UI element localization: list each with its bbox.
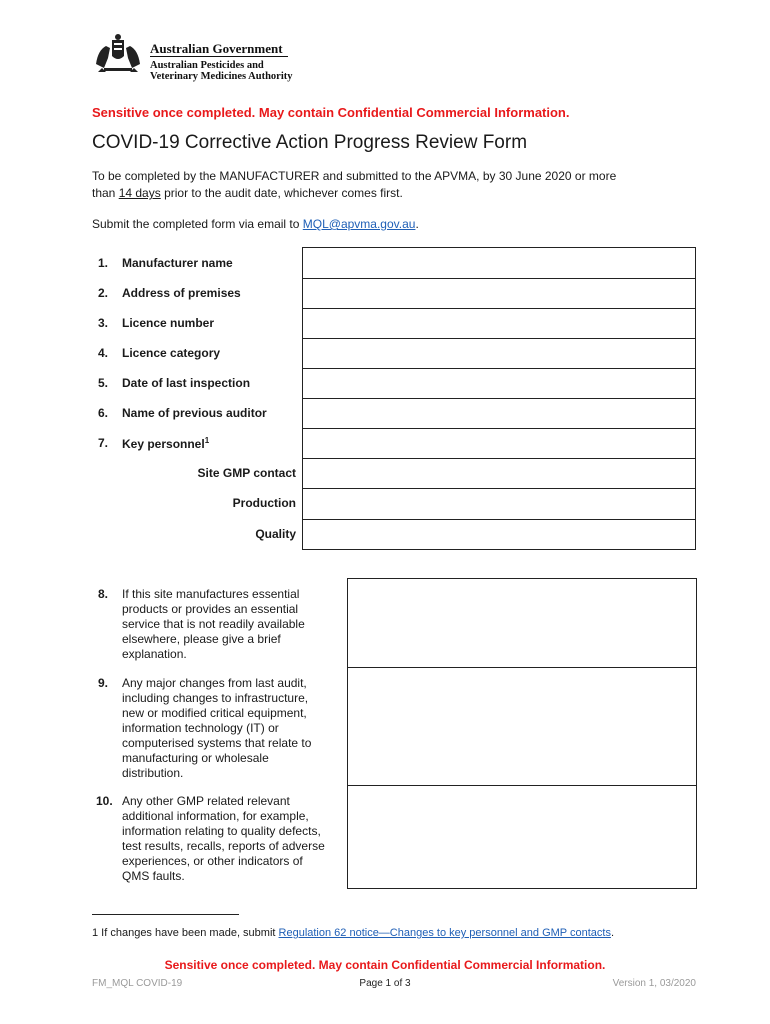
- page-number: Page 1 of 3: [359, 978, 411, 989]
- essential-products-answer-field[interactable]: [348, 579, 696, 666]
- regulation-62-link[interactable]: Regulation 62 notice—Changes to key personnel and GMP contacts: [278, 927, 611, 939]
- field-number: 1.: [98, 256, 109, 270]
- intro-line2: than 14 days prior to the audit date, whichever comes first.: [92, 186, 403, 200]
- manufacturer-name-field[interactable]: [303, 248, 695, 277]
- production-field[interactable]: [303, 488, 695, 518]
- intro-paragraph: [92, 168, 692, 202]
- quality-field[interactable]: [303, 519, 695, 549]
- email-link[interactable]: MQL@apvma.gov.au: [302, 217, 416, 231]
- field-label-manufacturer-name: Manufacturer name: [122, 256, 233, 270]
- logo-title: Australian Government: [150, 41, 283, 56]
- field-label-address: Address of premises: [122, 286, 241, 300]
- field-number: 5.: [98, 376, 109, 390]
- major-changes-answer-field[interactable]: [348, 667, 696, 784]
- question-number: 8.: [98, 587, 109, 601]
- key-personnel-field[interactable]: [303, 428, 695, 457]
- field-label-last-inspection: Date of last inspection: [122, 376, 251, 390]
- last-inspection-date-field[interactable]: [303, 368, 695, 397]
- field-number: 3.: [98, 316, 109, 330]
- coat-of-arms-logo: [92, 34, 144, 74]
- intro-line1: To be completed by the MANUFACTURER and submitted to the APVMA, by 30 June 2020 or more: [92, 169, 617, 183]
- sensitive-notice-bottom: Sensitive once completed. May contain Confidential Commercial Information.: [164, 958, 606, 972]
- footnote: 1 If changes have been made, submit Regulation 62 notice—Changes to key personnel and GMP contacts.: [92, 927, 615, 939]
- field-number: 4.: [98, 346, 109, 360]
- personnel-label-quality: Quality: [255, 527, 296, 541]
- other-gmp-info-answer-field[interactable]: [348, 785, 696, 888]
- field-label-key-personnel: Key personnel$^1$: [122, 436, 210, 451]
- personnel-label-site-gmp: Site GMP contact: [197, 466, 296, 480]
- question-8-text: If this site manufactures essential products or provides an essential service that is not readily available elsewhere, please give a brief explanation.: [122, 587, 305, 661]
- field-number: 6.: [98, 406, 109, 420]
- question-9-text: Any major changes from last audit, including changes to infrastructure, new or modified critical equipment, information technology (IT) or computerised systems that relate to manufacturing or wholesale distribution.: [122, 676, 312, 780]
- agency-name-line1: Australian Pesticides and: [150, 60, 264, 71]
- question-number: 9.: [98, 676, 109, 690]
- agency-name-line2: Veterinary Medicines Authority: [150, 71, 293, 82]
- licence-category-field[interactable]: [303, 338, 695, 367]
- field-number: 2.: [98, 286, 109, 300]
- footnote-divider: [92, 914, 239, 915]
- question-10-text: Any other GMP related relevant additional information, for example, information relating to quality defects, test results, recalls, reports of adverse experiences, or other indicators of QMS faults.: [122, 794, 325, 883]
- field-label-licence-category: Licence category: [122, 346, 221, 360]
- page-title: COVID-19 Corrective Action Progress Review Form: [92, 132, 528, 153]
- personnel-label-production: Production: [232, 496, 296, 510]
- sensitive-notice-top: Sensitive once completed. May contain Confidential Commercial Information.: [92, 105, 570, 120]
- footnote-marker: 1: [204, 436, 210, 445]
- field-number: 7.: [98, 436, 109, 450]
- previous-auditor-field[interactable]: [303, 398, 695, 427]
- version-label: Version 1, 03/2020: [612, 978, 696, 989]
- deadline-emphasis: 14 days: [118, 186, 161, 200]
- submit-instructions: Submit the completed form via email to MQL@apvma.gov.au.: [92, 217, 419, 231]
- site-gmp-contact-field[interactable]: [303, 458, 695, 487]
- logo-divider: [150, 56, 288, 57]
- field-label-previous-auditor: Name of previous auditor: [122, 406, 267, 420]
- form-code: FM_MQL COVID-19: [92, 978, 183, 989]
- address-field[interactable]: [303, 278, 695, 307]
- question-number: 10.: [96, 794, 113, 808]
- licence-number-field[interactable]: [303, 308, 695, 337]
- field-label-licence-number: Licence number: [122, 316, 215, 330]
